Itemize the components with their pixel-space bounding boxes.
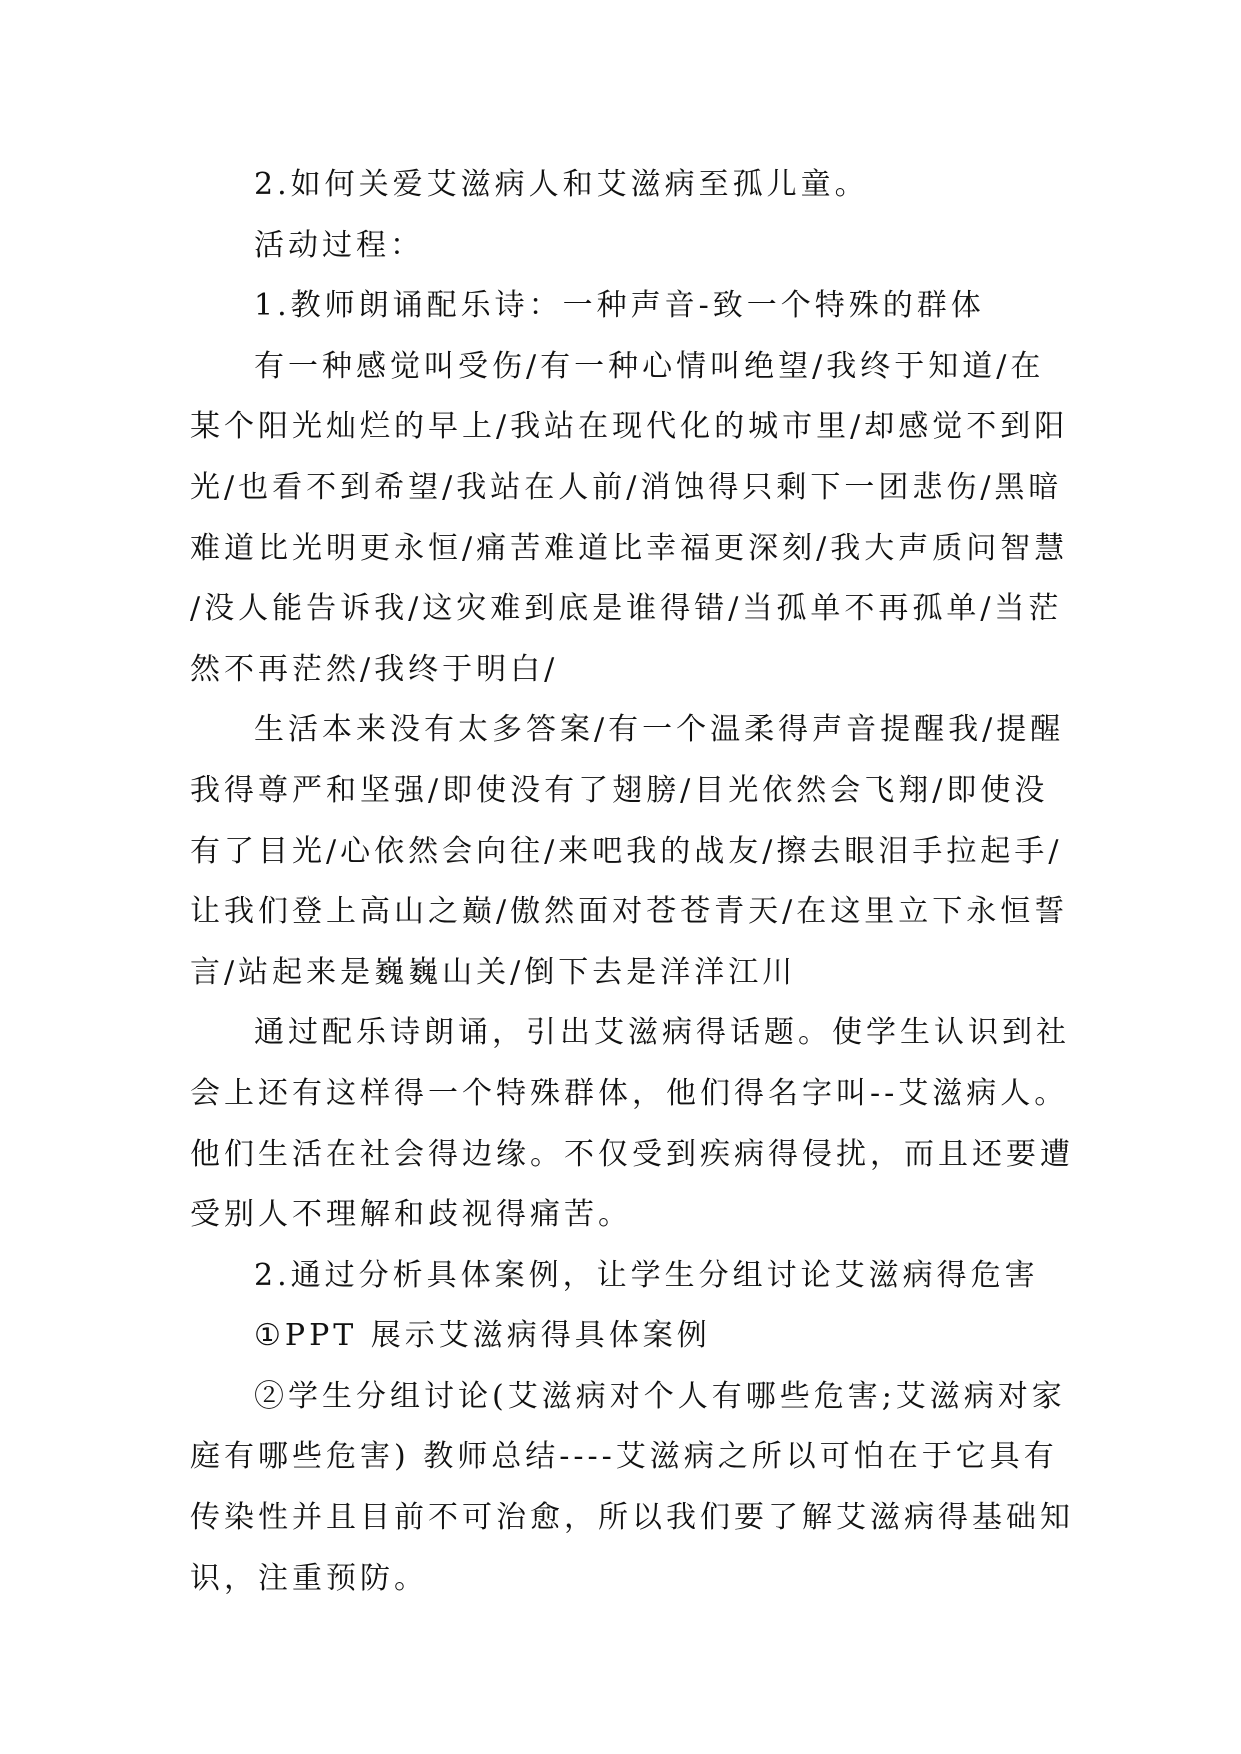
document-body bbox=[190, 155, 1074, 1609]
text-line: 然不再茫然/我终于明白/ bbox=[190, 651, 559, 687]
paragraph-poem-part-1 bbox=[190, 337, 1069, 701]
paragraph-poem-purpose bbox=[190, 1003, 1074, 1245]
text-line: 某个阳光灿烂的早上/我站在现代化的城市里/却感觉不到阳 bbox=[190, 409, 1069, 445]
text-line: 庭有哪些危害) 教师总结----艾滋病之所以可怕在于它具有 bbox=[190, 1439, 1058, 1475]
text-line: 有了目光/心依然会向往/来吧我的战友/擦去眼泪手拉起手/ bbox=[190, 833, 1063, 869]
text-line: 1.教师朗诵配乐诗：一种声音-致一个特殊的群体 bbox=[254, 288, 985, 324]
text-line: 他们生活在社会得边缘。不仅受到疾病得侵扰，而且还要遭 bbox=[190, 1136, 1074, 1172]
paragraph-poem-part-2 bbox=[190, 700, 1069, 1003]
paragraph-substep-2 bbox=[190, 1367, 1074, 1609]
text-line: 我得尊严和坚强/即使没有了翅膀/目光依然会飞翔/即使没 bbox=[190, 772, 1049, 808]
text-line: ②学生分组讨论(艾滋病对个人有哪些危害;艾滋病对家 bbox=[254, 1378, 1066, 1414]
text-line: 活动过程： bbox=[254, 227, 424, 263]
text-line: /没人能告诉我/这灾难到底是谁得错/当孤单不再孤单/当茫 bbox=[190, 591, 1063, 627]
paragraph-activity-heading bbox=[190, 216, 1052, 277]
text-line: 难道比光明更永恒/痛苦难道比幸福更深刻/我大声质问智慧 bbox=[190, 530, 1069, 566]
text-line: 会上还有这样得一个特殊群体，他们得名字叫--艾滋病人。 bbox=[190, 1075, 1069, 1111]
paragraph-substep-1 bbox=[190, 1306, 1052, 1367]
text-line: 生活本来没有太多答案/有一个温柔得声音提醒我/提醒 bbox=[254, 712, 1065, 748]
paragraph-step-2 bbox=[190, 1246, 1052, 1307]
paragraph-objective-2 bbox=[190, 155, 1052, 216]
text-line: 传染性并且目前不可治愈，所以我们要了解艾滋病得基础知 bbox=[190, 1500, 1074, 1536]
text-line: 2.通过分析具体案例，让学生分组讨论艾滋病得危害 bbox=[254, 1257, 1039, 1293]
text-line: 通过配乐诗朗诵，引出艾滋病得话题。使学生认识到社 bbox=[254, 1015, 1070, 1051]
text-line: 言/站起来是巍巍山关/倒下去是洋洋江川 bbox=[190, 954, 797, 990]
text-line: 识，注重预防。 bbox=[190, 1560, 428, 1596]
text-line: ①PPT 展示艾滋病得具体案例 bbox=[254, 1318, 711, 1354]
paragraph-step-1 bbox=[190, 276, 1052, 337]
text-line: 让我们登上高山之巅/傲然面对苍苍青天/在这里立下永恒誓 bbox=[190, 894, 1069, 930]
text-line: 光/也看不到希望/我站在人前/消蚀得只剩下一团悲伤/黑暗 bbox=[190, 469, 1063, 505]
text-line: 受别人不理解和歧视得痛苦。 bbox=[190, 1197, 632, 1233]
text-line: 有一种感觉叫受伤/有一种心情叫绝望/我终于知道/在 bbox=[254, 348, 1045, 384]
text-line: 2.如何关爱艾滋病人和艾滋病至孤儿童。 bbox=[254, 167, 869, 202]
